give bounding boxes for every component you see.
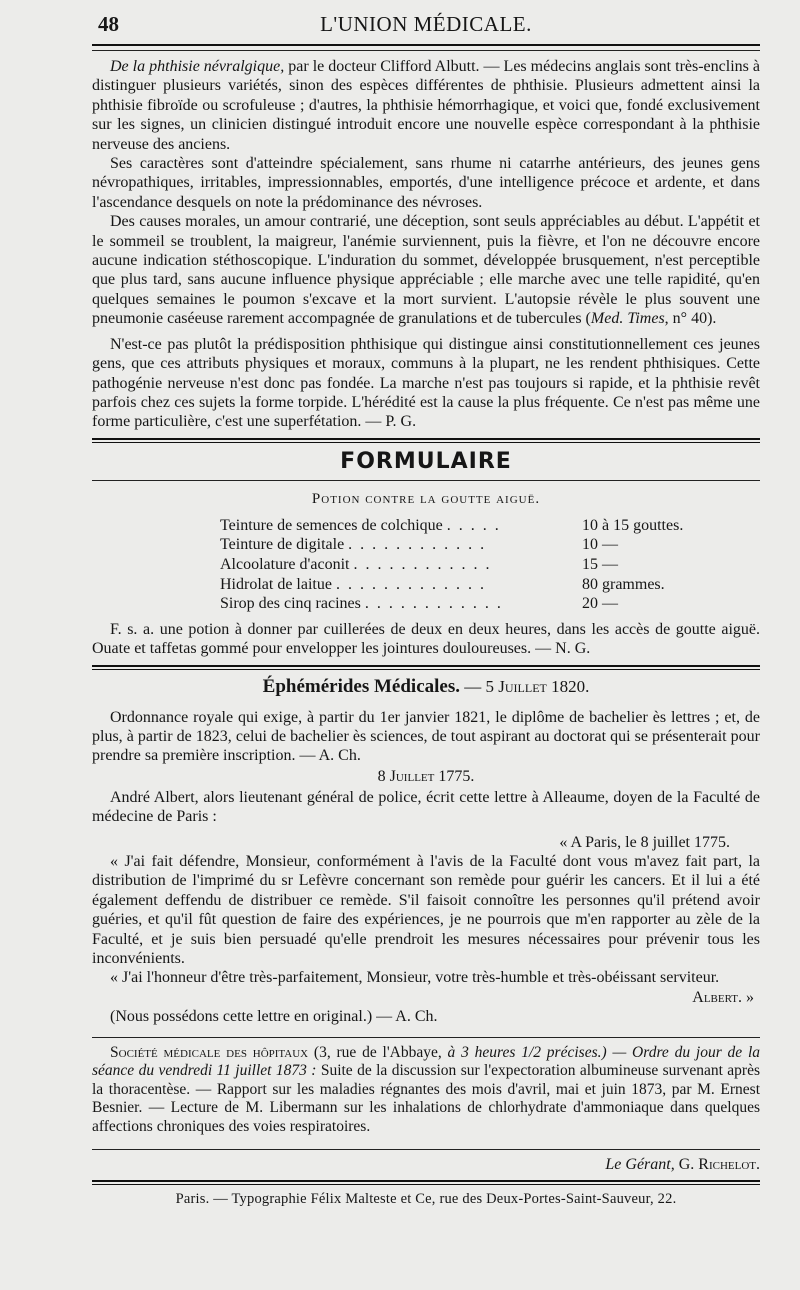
societe-address: (3, rue de l'Abbaye, (313, 1043, 442, 1061)
ingredient-amount: 20 — (582, 595, 618, 613)
letter-signature: Albert. » (692, 988, 754, 1006)
ingredient-amount: 10 — (582, 536, 618, 554)
societe-body: Suite de la discussion sur l'expectoration albumineuse survenant après la thoracentèse. — Rapport sur les maladies régnantes des mois d'avril, mai et juin 1873, par M. Ernest Besnier. — Lecture de M. Libermann sur les inhalations de chlorhydrate d'ammoniaque dans quelques affections chroniques des voies respiratoires. (92, 1062, 761, 1135)
article-paragraph-3 (92, 212, 760, 328)
ingredient-name: Sirop des cinq racines (220, 595, 361, 613)
letter-body: « J'ai fait défendre, Monsieur, conformément à l'avis de la Faculté dont vous m'avez fait part, la distribution de l'imprimé du sr Lefèvre concernant son remède pour guérir les cancers. Et il lui a été également deffendu de distribuer ce remède. S'il faisoit connoître les personnes qu'il prétend avoir guéries, et qu'il fût question de faire des expériences, je ne pourrois que m'en rapporter au zèle de la Faculté, et je suis bien persuadé qu'elle prendroit les mesures nécessaires pour prévenir tous les inconvénients. (92, 852, 760, 967)
ingredient-name-cell (220, 516, 576, 536)
gerant-signature (92, 1156, 760, 1174)
formulaire-rule (92, 480, 760, 481)
recipe-title: Potion contre la goutte aiguë. (311, 490, 541, 507)
ingredient-name: Alcoolature d'aconit (220, 555, 350, 573)
ingredient-row (220, 516, 683, 536)
ingredient-amount: 15 — (582, 555, 618, 573)
ingredient-row (220, 555, 683, 575)
article-title: De la phthisie névralgique, (110, 58, 285, 75)
page-header (92, 0, 760, 46)
article-paragraph-3-text: Des causes morales, un amour contrarié, une déception, sont seuls appréciables au début. L'appétit et le sommeil se troublent, la maigreur, l'anémie surviennent, puis la fièvre, et l'on ne découvre encore aucune indication stéthoscopique. L'induration du sommet, développée brusquement, n'est perceptible que plus tard, sans aucune influence physique appréciable ; elle marche avec une telle rapidité, qu'en quelques semaines le poumon s'excave et la mort survient. L'autopsie révèle le plus souvent une pneumonie caséeuse rarement accompagnée de granulations et de tubercules ( (92, 213, 760, 328)
letter-closing: « J'ai l'honneur d'être très-parfaitement, Monsieur, votre très-humble et très-obéissant serviteur. (110, 969, 720, 987)
ingredient-name: Teinture de semences de colchique (220, 516, 443, 534)
page-number: 48 (98, 12, 119, 36)
ingredient-row (220, 575, 683, 595)
header-rule (92, 50, 760, 51)
section-divider (92, 438, 760, 443)
ephemerides-note: (Nous possédons cette lettre en original.) — A. Ch. (110, 1008, 438, 1026)
ingredient-leader-dots: . . . . . . . . . . . . (353, 555, 492, 573)
recipe-ingredients (220, 516, 683, 614)
societe-name: Société médicale des hôpitaux (110, 1043, 309, 1061)
journal-title: L'UNION MÉDICALE. (320, 12, 532, 36)
societe-time: à 3 heures 1/2 précises.) (447, 1043, 607, 1061)
ephemerides-date-2: 8 Juillet 1775. (377, 767, 475, 785)
ingredient-name: Hidrolat de laitue (220, 575, 332, 593)
ephemerides-title: Éphémérides Médicales. (262, 675, 460, 697)
ingredient-leader-dots: . . . . . . . . . . . . . (335, 575, 486, 593)
article-phthisie (92, 57, 760, 432)
ingredient-amount: 80 grammes. (582, 575, 665, 593)
ingredient-amount: 10 à 15 gouttes. (582, 516, 684, 534)
recipe-instructions: F. s. a. une potion à donner par cuillerées de deux en deux heures, dans les accès de goutte aiguë. Ouate et taffetas gommé pour envelopper les jointures douloureuses. — N. G. (92, 620, 760, 658)
article-source: Med. Times (590, 310, 665, 328)
ephemerides-heading (92, 676, 760, 698)
article-paragraph-4: N'est-ce pas plutôt la prédisposition phthisique qui distingue ainsi constitutionnellement ces jeunes gens, que ces attributs physiques et moraux, communs à la plupart, ne les rendent phthisiques. Cette pathogénie nerveuse n'est donc pas fondée. La marche n'est pas toujours si rapide, et la phthisie revêt parfois chez ces sujets la forme torpide. L'hérédité est la cause la plus fréquente. Ce n'est pas même une forme particulière, c'est une superfétation. — P. G. (92, 335, 760, 431)
imprint-rule (92, 1180, 760, 1185)
societe-order-label: — Ordre du jour de la séance du vendredi 11 juillet 1873 : (92, 1043, 761, 1080)
ingredient-name-cell (220, 535, 576, 555)
section-divider-2 (92, 665, 760, 670)
ephemerides-entry-1: Ordonnance royale qui exige, à partir du 1er janvier 1821, le diplôme de bachelier ès lettres ; et, de plus, à partir de 1823, celui de bachelier ès sciences, de tout aspirant au doctorat qui se présenterait pour prendre sa première inscription. — A. Ch. (92, 708, 760, 765)
ingredient-name-cell (220, 575, 576, 595)
gerant-label: Le Gérant, (605, 1155, 675, 1173)
ingredient-name: Teinture de digitale (220, 536, 345, 554)
gerant-name: G. Richelot. (678, 1155, 760, 1173)
ephemerides-entry-2-intro: André Albert, alors lieutenant général de police, écrit cette lettre à Alleaume, doyen de la Faculté de médecine de Paris : (92, 788, 760, 826)
ingredient-leader-dots: . . . . . . . . . . . . (348, 536, 487, 554)
ingredient-name-cell (220, 594, 576, 614)
printer-imprint: Paris. — Typographie Félix Malteste et Ce, rue des Deux-Portes-Saint-Sauveur, 22. (175, 1190, 677, 1207)
formulaire-heading: FORMULAIRE (340, 448, 512, 474)
societe-announcement (92, 1044, 760, 1137)
ingredient-leader-dots: . . . . . . . . . . . . (364, 595, 503, 613)
letter-place-date: « A Paris, le 8 juillet 1775. (559, 833, 730, 851)
footer-rule (92, 1149, 760, 1150)
ingredient-leader-dots: . . . . . (446, 516, 501, 534)
ingredient-row (220, 535, 683, 555)
article-intro (92, 57, 760, 154)
article-paragraph-3-end: , n° 40). (664, 310, 717, 328)
article-intro-text: par le docteur Clifford Albutt. — Les médecins anglais sont très-enclins à distinguer plusieurs variétés, sinon des espèces différentes de phthisie. Plusieurs admettent ainsi la phthisie fibroïde ou scrofuleuse ; d'autres, la phthisie hémorrhagique, et voici que, fondé exclusivement sur les signes, un clinicien distingué introduit encore une nouvelle espèce correspondant à la phthisie nerveuse des anciens. (92, 58, 760, 153)
ephemerides-date: — 5 Juillet 1820. (464, 676, 590, 696)
article-paragraph-2: Ses caractères sont d'atteindre spécialement, sans rhume ni catarrhe antérieurs, des jeunes gens névropathiques, irritables, impressionnables, emportés, d'une intelligence précoce et ardente, et dans l'ascendance desquels on note la prédominance des névroses. (92, 155, 760, 211)
ingredient-row (220, 594, 683, 614)
ingredient-name-cell (220, 555, 576, 575)
societe-rule (92, 1037, 760, 1038)
